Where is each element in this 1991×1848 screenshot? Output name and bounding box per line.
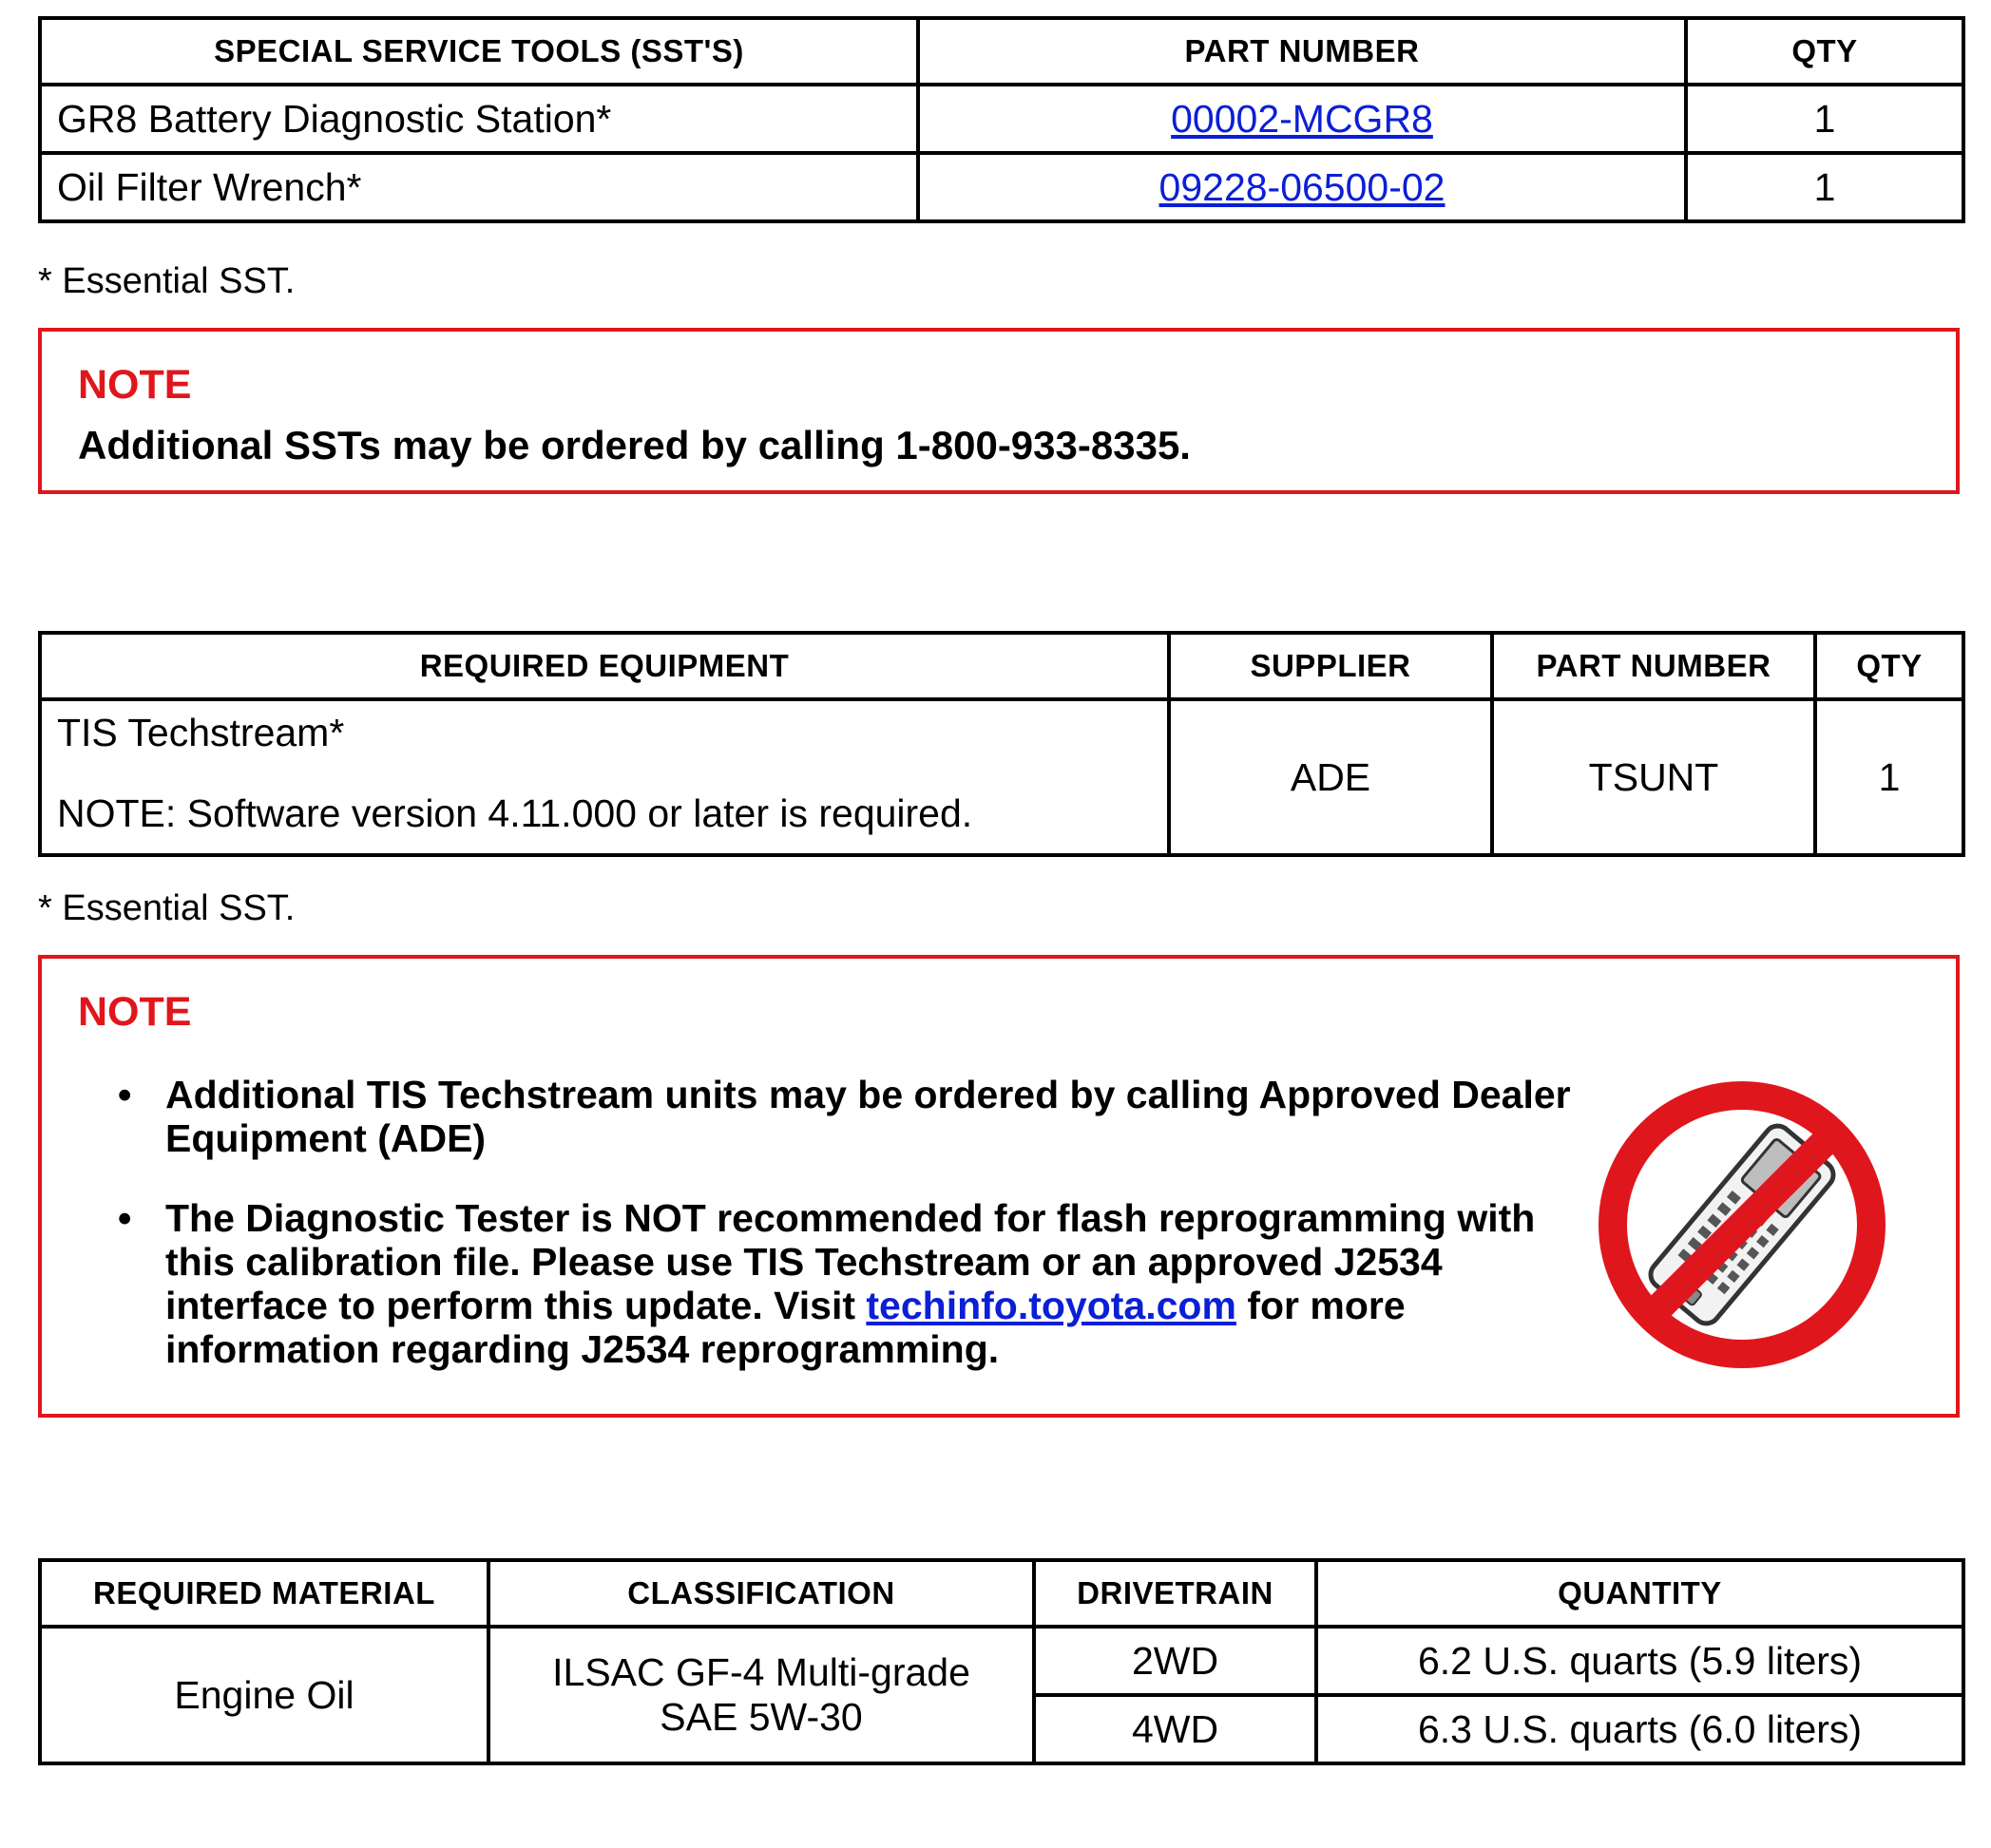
- table-row: [40, 85, 1963, 153]
- quantity-cell: 6.3 U.S. quarts (6.0 liters): [1316, 1695, 1963, 1763]
- equipment-software-note: NOTE: Software version 4.11.000 or later is required.: [57, 791, 973, 835]
- material-header-classification: CLASSIFICATION: [488, 1560, 1034, 1627]
- part-number-link[interactable]: 00002-MCGR8: [1171, 96, 1433, 141]
- sst-part-number-cell: [918, 153, 1686, 221]
- sst-header-qty: QTY: [1686, 18, 1963, 85]
- equipment-name-cell: [40, 699, 1169, 855]
- equipment-header-part-number: PART NUMBER: [1492, 633, 1815, 699]
- techinfo-link[interactable]: techinfo.toyota.com: [866, 1284, 1236, 1327]
- note-text: Additional SSTs may be ordered by calling 1-800-933-8335.: [78, 423, 1191, 467]
- note-box-techstream: [38, 955, 1960, 1418]
- bullet-text-part-b: for more information regarding J2534 reprogramming.: [165, 1284, 1406, 1371]
- sst-tool-name: Oil Filter Wrench*: [40, 153, 918, 221]
- no-diagnostic-tester-icon: [1595, 1077, 1889, 1372]
- note-title: NOTE: [78, 989, 192, 1035]
- part-number-link[interactable]: 09228-06500-02: [1158, 164, 1445, 209]
- equipment-header-name: REQUIRED EQUIPMENT: [40, 633, 1169, 699]
- table-row: [40, 153, 1963, 221]
- equipment-table: [38, 631, 1965, 857]
- bullet-text-part-a: The Diagnostic Tester is NOT recommended for flash reprogramming with this calibration file. Please use TIS Techstream or an approved J2534 interface to perform this update. Visit: [165, 1196, 1536, 1327]
- material-header-material: REQUIRED MATERIAL: [40, 1560, 488, 1627]
- table-row: [40, 1627, 1963, 1695]
- material-table: [38, 1558, 1965, 1765]
- equipment-part-number: TSUNT: [1492, 699, 1815, 855]
- bullet-glyph: •: [118, 1196, 132, 1240]
- table-row: [40, 699, 1963, 855]
- drivetrain-cell: 4WD: [1034, 1695, 1316, 1763]
- equipment-supplier: ADE: [1169, 699, 1492, 855]
- sst-tool-name: GR8 Battery Diagnostic Station*: [40, 85, 918, 153]
- bullet-glyph: •: [118, 1073, 132, 1116]
- sst-qty: 1: [1686, 153, 1963, 221]
- quantity-cell: 6.2 U.S. quarts (5.9 liters): [1316, 1627, 1963, 1695]
- note-box-sst: [38, 328, 1960, 494]
- sst-header-tools: SPECIAL SERVICE TOOLS (SST'S): [40, 18, 918, 85]
- sst-part-number-cell: [918, 85, 1686, 153]
- classification-line: ILSAC GF-4 Multi-grade: [552, 1650, 970, 1694]
- essential-sst-footnote: * Essential SST.: [38, 888, 296, 928]
- material-header-drivetrain: DRIVETRAIN: [1034, 1560, 1316, 1627]
- essential-sst-footnote: * Essential SST.: [38, 261, 296, 301]
- drivetrain-cell: 2WD: [1034, 1627, 1316, 1695]
- material-classification: [488, 1627, 1034, 1763]
- sst-table-header-row: [40, 18, 1963, 85]
- sst-qty: 1: [1686, 85, 1963, 153]
- material-name: Engine Oil: [40, 1627, 488, 1763]
- note-bullet-list: [118, 1073, 1610, 1407]
- equipment-header-supplier: SUPPLIER: [1169, 633, 1492, 699]
- material-table-header-row: [40, 1560, 1963, 1627]
- equipment-qty: 1: [1815, 699, 1963, 855]
- sst-table: [38, 16, 1965, 223]
- note-title: NOTE: [78, 362, 192, 408]
- classification-line: SAE 5W-30: [660, 1695, 863, 1739]
- equipment-name: TIS Techstream*: [57, 711, 345, 754]
- list-item: [118, 1196, 1610, 1371]
- material-header-quantity: QUANTITY: [1316, 1560, 1963, 1627]
- sst-header-part-number: PART NUMBER: [918, 18, 1686, 85]
- equipment-header-qty: QTY: [1815, 633, 1963, 699]
- list-item: [118, 1073, 1610, 1160]
- equipment-table-header-row: [40, 633, 1963, 699]
- bullet-text: Additional TIS Techstream units may be ordered by calling Approved Dealer Equipment (ADE): [165, 1073, 1571, 1160]
